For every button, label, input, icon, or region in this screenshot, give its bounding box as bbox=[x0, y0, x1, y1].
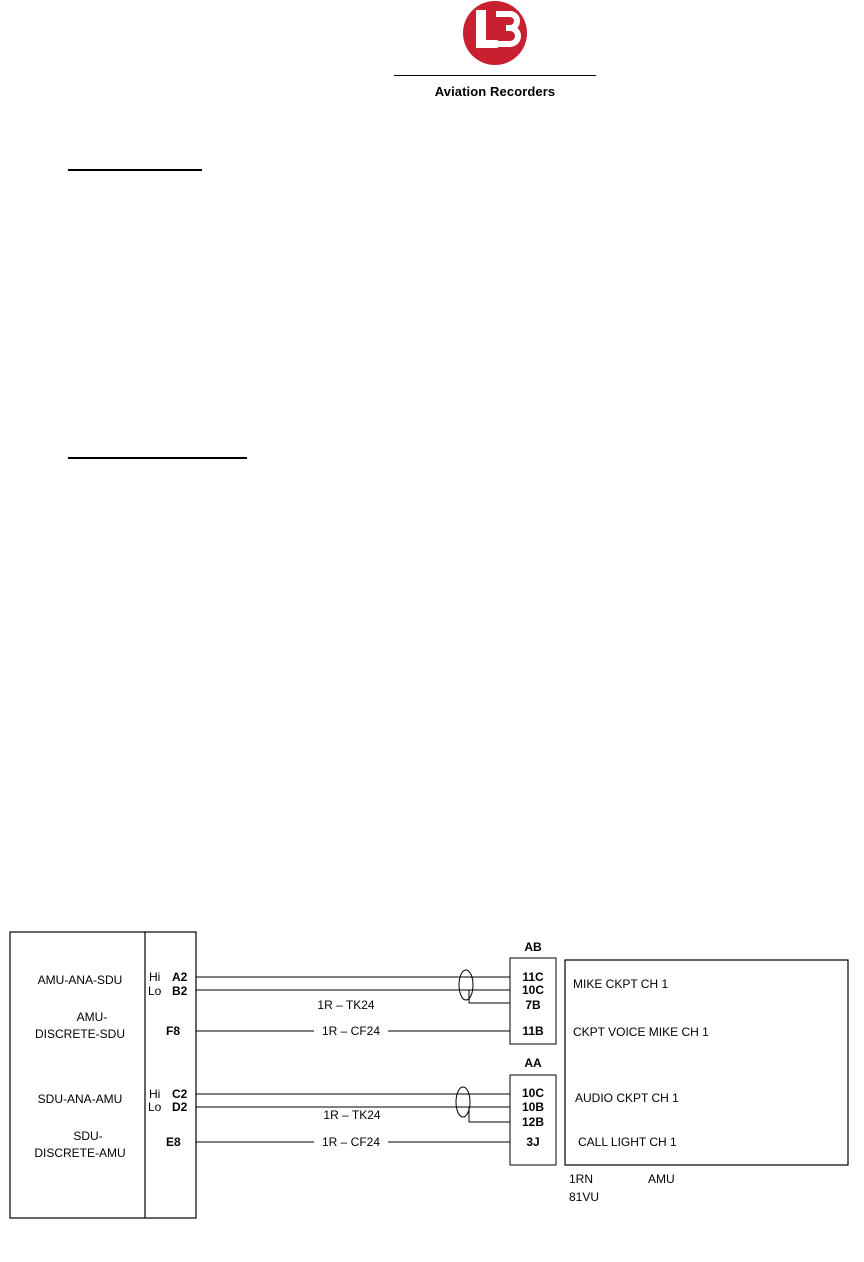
signal-label: DISCRETE-SDU bbox=[34, 1027, 126, 1041]
pin-polarity: Lo bbox=[148, 1100, 162, 1114]
connector-name: AA bbox=[524, 1056, 542, 1070]
shield-symbol bbox=[459, 970, 473, 1000]
connector-pin: 12B bbox=[521, 1115, 545, 1129]
signal-label: DISCRETE-AMU bbox=[34, 1146, 126, 1160]
connector-pin: 11C bbox=[522, 970, 544, 984]
wire-label: 1R – CF24 bbox=[321, 1135, 381, 1149]
wiring-diagram bbox=[0, 920, 864, 1220]
pin-id: F8 bbox=[166, 1024, 181, 1038]
signal-label: AMU-ANA-SDU bbox=[37, 973, 123, 987]
function-label: CKPT VOICE MIKE CH 1 bbox=[573, 1025, 709, 1039]
connector-pin: 11B bbox=[522, 1024, 544, 1038]
function-label: AUDIO CKPT CH 1 bbox=[575, 1091, 679, 1105]
function-label: CALL LIGHT CH 1 bbox=[578, 1135, 677, 1149]
l3-logo bbox=[394, 0, 596, 100]
pin-polarity: Lo bbox=[148, 984, 162, 998]
pin-id: C2 bbox=[172, 1087, 188, 1101]
connector-name: AB bbox=[524, 940, 542, 954]
wire-label: 1R – TK24 bbox=[317, 998, 375, 1012]
pin-id: E8 bbox=[166, 1135, 181, 1149]
function-label: MIKE CKPT CH 1 bbox=[573, 977, 669, 991]
connector-pin: 10B bbox=[521, 1100, 545, 1114]
connector-pin: 3J bbox=[526, 1135, 540, 1149]
connector-pin: 10C bbox=[521, 983, 545, 997]
pin-id: D2 bbox=[172, 1100, 188, 1114]
section-heading-underline bbox=[68, 457, 247, 459]
unit-location: 81VU bbox=[569, 1190, 600, 1204]
shield-symbol bbox=[456, 1087, 470, 1117]
logo-divider bbox=[394, 75, 596, 76]
section-heading-underline bbox=[68, 169, 202, 171]
pin-id: A2 bbox=[172, 970, 188, 984]
unit-reference: 1RN bbox=[569, 1172, 594, 1186]
connector-pin: 10C bbox=[521, 1086, 545, 1100]
signal-label: SDU-ANA-AMU bbox=[37, 1092, 123, 1106]
l3-logo-mark bbox=[462, 0, 528, 66]
pin-polarity: Hi bbox=[149, 970, 161, 984]
company-name: Aviation Recorders bbox=[434, 84, 556, 99]
signal-label: SDU- bbox=[73, 1129, 103, 1143]
connector-pin: 7B bbox=[525, 998, 541, 1012]
pin-polarity: Hi bbox=[149, 1087, 161, 1101]
signal-label: AMU- bbox=[76, 1010, 108, 1024]
pin-id: B2 bbox=[172, 984, 188, 998]
wire-label: 1R – CF24 bbox=[321, 1024, 381, 1038]
unit-name: AMU bbox=[648, 1172, 675, 1186]
wire-label: 1R – TK24 bbox=[323, 1108, 381, 1122]
